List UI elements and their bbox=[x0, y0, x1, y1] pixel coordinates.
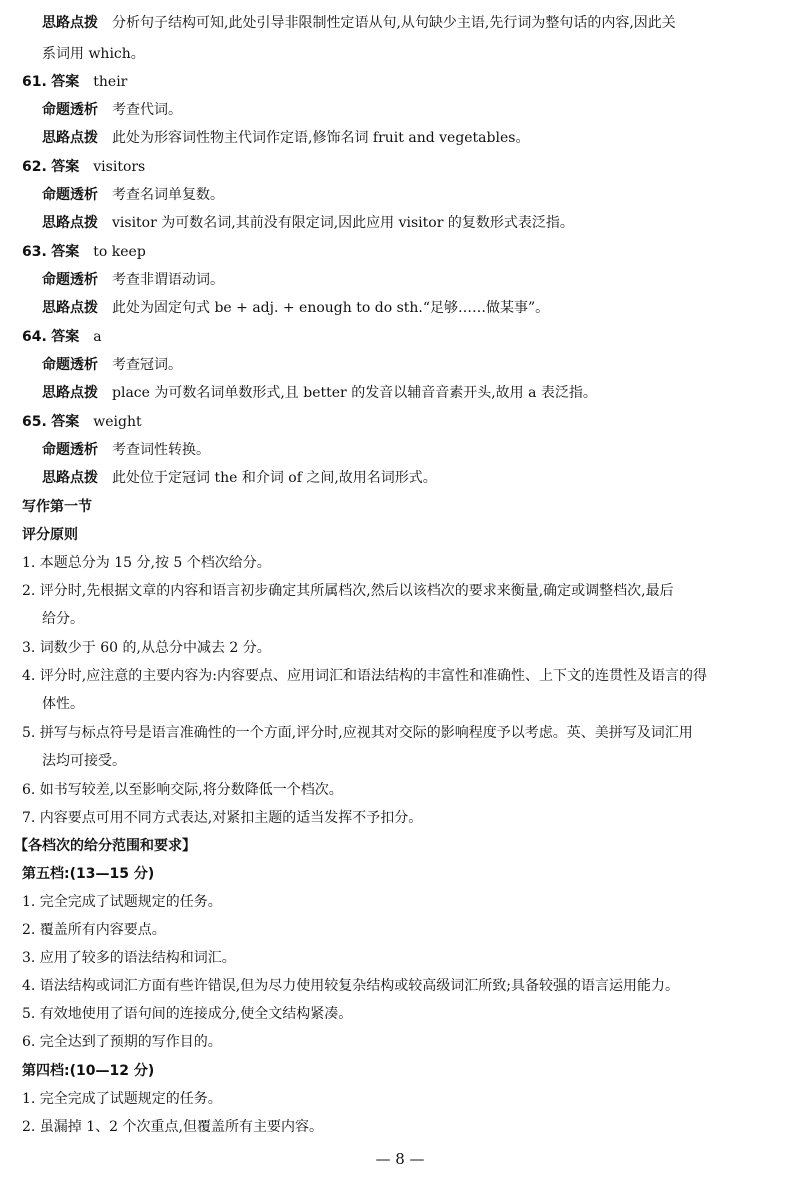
tip-line bbox=[42, 298, 782, 318]
tip-continuation: 系词用 which。 bbox=[42, 46, 145, 62]
tip-line bbox=[42, 468, 782, 488]
focus-line bbox=[42, 440, 782, 460]
answer-label: 答案 bbox=[51, 414, 80, 430]
grade-item: 6. 完全达到了预期的写作目的。 bbox=[22, 1034, 222, 1050]
focus-text: 考查冠词。 bbox=[112, 357, 182, 373]
principle-item: 2. 评分时,先根据文章的内容和语言初步确定其所属档次,然后以该档次的要求来衡量,确定或调整档次,最后 bbox=[22, 583, 674, 599]
focus-label: 命题透析 bbox=[42, 357, 98, 373]
focus-label: 命题透析 bbox=[42, 272, 98, 288]
focus-label: 命题透析 bbox=[42, 187, 98, 203]
tip-label: 思路点拨 bbox=[42, 470, 98, 486]
grade-item: 2. 虽漏掉 1、2 个次重点,但覆盖所有主要内容。 bbox=[22, 1119, 323, 1135]
tip-label: 思路点拨 bbox=[42, 385, 98, 401]
answer-value: visitors bbox=[93, 159, 146, 175]
focus-label: 命题透析 bbox=[42, 442, 98, 458]
focus-line bbox=[42, 100, 782, 120]
tip-label: 思路点拨 bbox=[42, 15, 98, 31]
answer-line bbox=[22, 412, 782, 432]
answer-value: weight bbox=[93, 414, 142, 430]
principle-item: 5. 拼写与标点符号是语言准确性的一个方面,评分时,应视其对交际的影响程度予以考虑。英、美拼写及词汇用 bbox=[22, 725, 693, 741]
focus-label: 命题透析 bbox=[42, 102, 98, 118]
focus-text: 考查代词。 bbox=[112, 102, 182, 118]
grade-item: 1. 完全完成了试题规定的任务。 bbox=[22, 1091, 222, 1107]
principle-item: 4. 评分时,应注意的主要内容为:内容要点、应用词汇和语法结构的丰富性和准确性、上下文的连贯性及语言的得 bbox=[22, 668, 707, 684]
grade-item: 5. 有效地使用了语句间的连接成分,使全文结构紧凑。 bbox=[22, 1006, 353, 1022]
focus-line bbox=[42, 355, 782, 375]
grade-item: 4. 语法结构或词汇方面有些许错误,但为尽力使用较复杂结构或较高级词汇所致;具备较强的语言运用能力。 bbox=[22, 978, 679, 994]
focus-line bbox=[42, 185, 782, 205]
answer-line bbox=[22, 72, 782, 92]
answer-label: 答案 bbox=[51, 244, 80, 260]
question-number: 61. bbox=[22, 74, 47, 90]
principle-item: 1. 本题总分为 15 分,按 5 个档次给分。 bbox=[22, 555, 271, 571]
answer-value: their bbox=[93, 74, 128, 90]
question-number: 63. bbox=[22, 244, 47, 260]
principle-item: 7. 内容要点可用不同方式表达,对紧扣主题的适当发挥不予扣分。 bbox=[22, 810, 423, 826]
principle-continuation: 体性。 bbox=[42, 696, 84, 712]
grade-item: 2. 覆盖所有内容要点。 bbox=[22, 922, 166, 938]
focus-text: 考查词性转换。 bbox=[112, 442, 210, 458]
grade-item: 3. 应用了较多的语法结构和词汇。 bbox=[22, 950, 236, 966]
tip-text: 此处为形容词性物主代词作定语,修饰名词 fruit and vegetables。 bbox=[112, 130, 530, 146]
tip-text: visitor 为可数名词,其前没有限定词,因此应用 visitor 的复数形式表泛指。 bbox=[112, 215, 574, 231]
section-title: 写作第一节 bbox=[22, 499, 92, 515]
focus-text: 考查非谓语动词。 bbox=[112, 272, 224, 288]
tip-line bbox=[42, 13, 782, 33]
tip-label: 思路点拨 bbox=[42, 215, 98, 231]
answer-value: to keep bbox=[93, 244, 146, 260]
page-number: — 8 — bbox=[375, 1150, 425, 1168]
tip-text: 分析句子结构可知,此处引导非限制性定语从句,从句缺少主语,先行词为整句话的内容,因此关 bbox=[112, 15, 676, 31]
answer-label: 答案 bbox=[51, 159, 80, 175]
tip-label: 思路点拨 bbox=[42, 130, 98, 146]
answer-label: 答案 bbox=[51, 329, 80, 345]
answer-line bbox=[22, 327, 782, 347]
answer-label: 答案 bbox=[51, 74, 80, 90]
answer-line bbox=[22, 157, 782, 177]
question-number: 65. bbox=[22, 414, 47, 430]
tip-text: 此处为固定句式 be + adj. + enough to do sth.“足够……做某事”。 bbox=[112, 300, 550, 316]
tip-line bbox=[42, 383, 782, 403]
answer-value: a bbox=[93, 329, 102, 345]
tip-line bbox=[42, 128, 782, 148]
tip-text: place 为可数名词单数形式,且 better 的发音以辅音音素开头,故用 a 表泛指。 bbox=[112, 385, 597, 401]
tip-text: 此处位于定冠词 the 和介词 of 之间,故用名词形式。 bbox=[112, 470, 437, 486]
question-number: 64. bbox=[22, 329, 47, 345]
principle-item: 6. 如书写较差,以至影响交际,将分数降低一个档次。 bbox=[22, 782, 343, 798]
focus-line bbox=[42, 270, 782, 290]
question-number: 62. bbox=[22, 159, 47, 175]
tip-line bbox=[42, 213, 782, 233]
tip-label: 思路点拨 bbox=[42, 300, 98, 316]
focus-text: 考查名词单复数。 bbox=[112, 187, 224, 203]
grades-title: 【各档次的给分范围和要求】 bbox=[14, 838, 196, 854]
principles-title: 评分原则 bbox=[22, 527, 78, 543]
grade-title: 第五档:(13—15 分) bbox=[22, 866, 155, 882]
grade-title: 第四档:(10—12 分) bbox=[22, 1063, 155, 1079]
principle-item: 3. 词数少于 60 的,从总分中减去 2 分。 bbox=[22, 640, 271, 656]
grade-item: 1. 完全完成了试题规定的任务。 bbox=[22, 894, 222, 910]
principle-continuation: 给分。 bbox=[42, 611, 84, 627]
principle-continuation: 法均可接受。 bbox=[42, 753, 126, 769]
answer-line bbox=[22, 242, 782, 262]
